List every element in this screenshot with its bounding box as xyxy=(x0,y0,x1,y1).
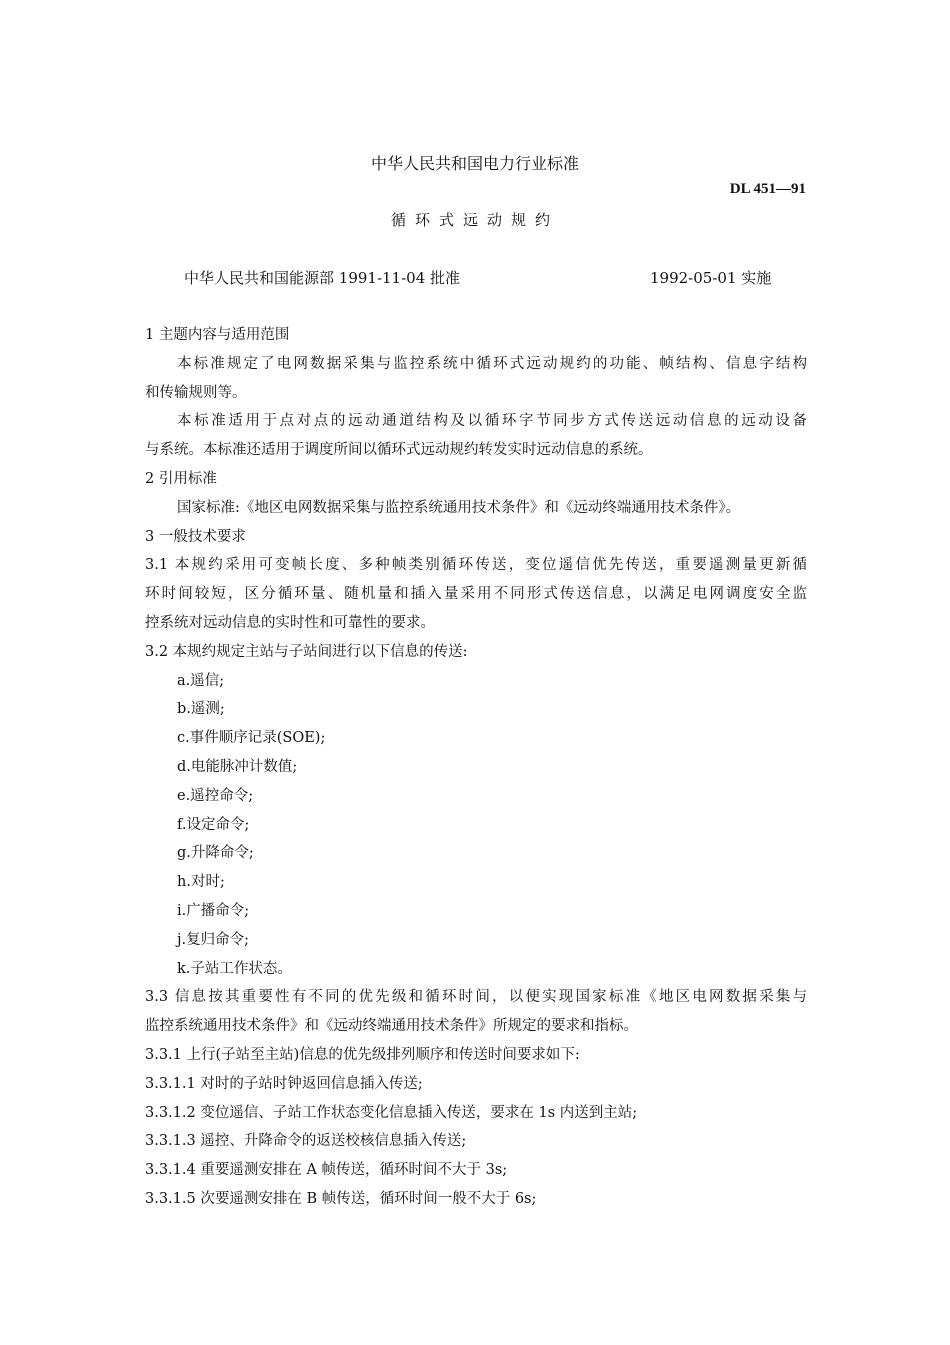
list-item: c.事件顺序记录(SOE); xyxy=(177,730,326,747)
list-item: f.设定命令; xyxy=(177,816,250,833)
list-item: b.遥测; xyxy=(177,701,225,718)
document-title: 循环式远动规约 xyxy=(390,211,559,229)
clause-3-3-1: 3.3.1 上行(子站至主站)信息的优先级排列顺序和传送时间要求如下: xyxy=(145,1046,580,1063)
standard-title: 中华人民共和国电力行业标准 xyxy=(370,154,579,173)
clause-3-2: 3.2 本规约规定主站与子站间进行以下信息的传送: xyxy=(145,643,468,660)
section-heading-1: 1 主题内容与适用范围 xyxy=(145,327,290,343)
clause-3-3-1-1: 3.3.1.1 对时的子站时钟返回信息插入传送; xyxy=(145,1075,423,1092)
list-item: a.遥信; xyxy=(177,672,225,689)
paragraph-line: 与系统。本标准还适用于调度所间以循环式远动规约转发实时远动信息的系统。 xyxy=(145,442,653,459)
clause-3-3-1-4: 3.3.1.4 重要遥测安排在 A 帧传送，循环时间不大于 3s; xyxy=(145,1162,508,1179)
list-item: d.电能脉冲计数值; xyxy=(177,758,298,775)
list-item: j.复归命令; xyxy=(177,931,249,948)
list-item: e.遥控命令; xyxy=(177,787,254,804)
section-heading-3: 3 一般技术要求 xyxy=(145,528,246,545)
list-item: g.升降命令; xyxy=(177,845,254,862)
approval-line: 中华人民共和国能源部 1991-11-04 批准 xyxy=(184,269,461,287)
list-item: i.广播命令; xyxy=(177,902,250,919)
paragraph-line: 监控系统通用技术条件》和《远动终端通用技术条件》所规定的要求和指标。 xyxy=(145,1018,638,1035)
clause-3-3-1-2: 3.3.1.2 变位遥信、子站工作状态变化信息插入传送，要求在 1s 内送到主站; xyxy=(145,1104,638,1121)
document-code: DL 451—91 xyxy=(729,181,806,197)
list-item: k.子站工作状态。 xyxy=(177,960,292,977)
effective-date: 1992-05-01 实施 xyxy=(650,269,772,287)
paragraph-line: 3.1 本规约采用可变帧长度、多种帧类别循环传送，变位遥信优先传送，重要遥测量更新循 xyxy=(145,557,807,574)
paragraph-line: 本标准规定了电网数据采集与监控系统中循环式远动规约的功能、帧结构、信息字结构 xyxy=(177,355,807,372)
document-body xyxy=(145,321,807,1214)
paragraph-line: 本标准适用于点对点的远动通道结构及以循环字节同步方式传送远动信息的远动设备 xyxy=(177,413,807,430)
paragraph-line: 国家标准:《地区电网数据采集与监控系统通用技术条件》和《远动终端通用技术条件》。 xyxy=(177,499,741,516)
paragraph-line: 环时间较短，区分循环量、随机量和插入量采用不同形式传送信息，以满足电网调度安全监 xyxy=(145,586,807,603)
section-heading-2: 2 引用标准 xyxy=(145,470,217,487)
paragraph-line: 和传输规则等。 xyxy=(145,384,247,401)
clause-3-3-1-5: 3.3.1.5 次要遥测安排在 B 帧传送，循环时间一般不大于 6s; xyxy=(145,1190,537,1207)
paragraph-line: 3.3 信息按其重要性有不同的优先级和循环时间，以便实现国家标准《地区电网数据采集与 xyxy=(145,989,807,1006)
list-item: h.对时; xyxy=(177,874,225,891)
clause-3-3-1-3: 3.3.1.3 遥控、升降命令的返送校核信息插入传送; xyxy=(145,1133,467,1150)
paragraph-line: 控系统对远动信息的实时性和可靠性的要求。 xyxy=(145,614,435,631)
